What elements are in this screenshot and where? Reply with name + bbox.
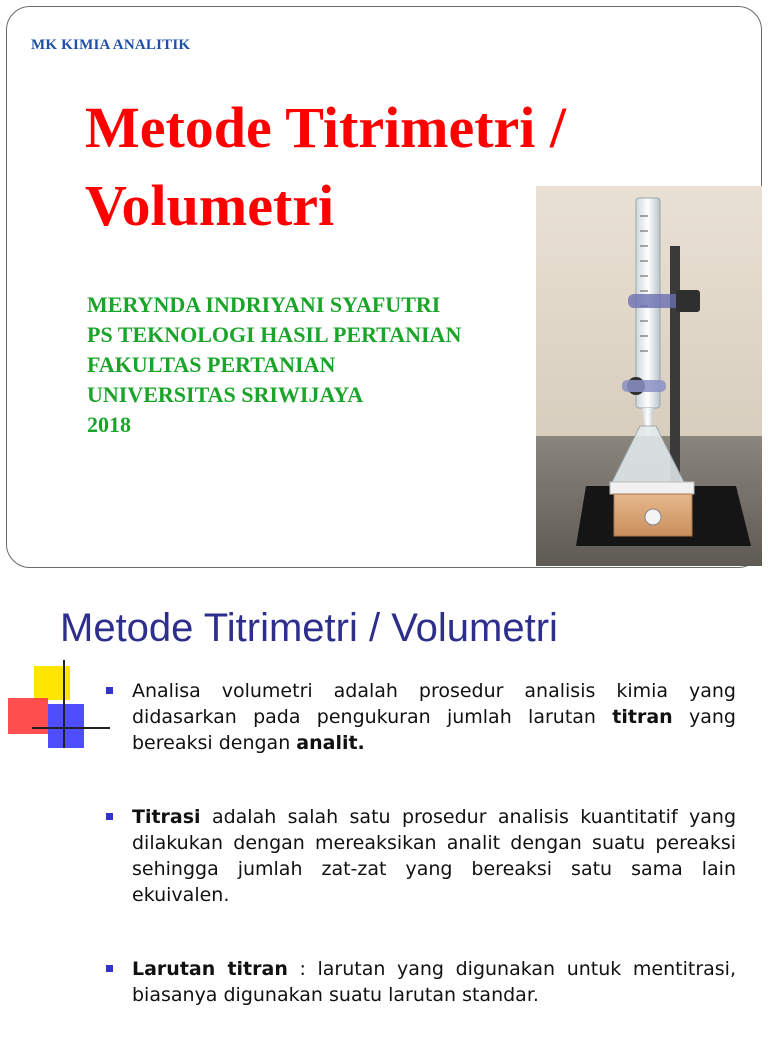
bullet-item: Larutan titran : larutan yang digunakan untuk mentitrasi, biasanya digunakan suatu larutan standar. <box>104 956 736 1008</box>
title-line-2: Volumetri <box>85 173 335 238</box>
bullet-list <box>104 678 736 1056</box>
author-faculty: FAKULTAS PERTANIAN <box>87 352 336 377</box>
content-slide <box>0 580 768 1024</box>
author-year: 2018 <box>87 412 131 437</box>
author-program: PS TEKNOLOGI HASIL PERTANIAN <box>87 322 462 347</box>
bullet-item: Analisa volumetri adalah prosedur analisis kimia yang didasarkan pada pengukuran jumlah larutan titran yang bereaksi dengan analit. <box>104 678 736 756</box>
title-line-1: Metode Titrimetri / <box>85 95 567 160</box>
titration-apparatus-image <box>536 186 762 566</box>
bullet-square-icon <box>106 965 113 972</box>
decorative-squares-icon <box>8 660 110 750</box>
author-university: UNIVERSITAS SRIWIJAYA <box>87 382 364 407</box>
author-name: MERYNDA INDRIYANI SYAFUTRI <box>87 292 441 317</box>
content-slide-title: Metode Titrimetri / Volumetri <box>60 606 558 650</box>
author-block <box>87 290 461 440</box>
course-label: MK KIMIA ANALITIK <box>31 37 191 53</box>
bullet-square-icon <box>106 813 113 820</box>
bullet-square-icon <box>106 687 113 694</box>
bullet-item: Titrasi adalah salah satu prosedur analisis kuantitatif yang dilakukan dengan mereaksikan analit dengan suatu pereaksi sehingga jumlah zat-zat yang bereaksi satu sama lain ekuivalen. <box>104 804 736 908</box>
